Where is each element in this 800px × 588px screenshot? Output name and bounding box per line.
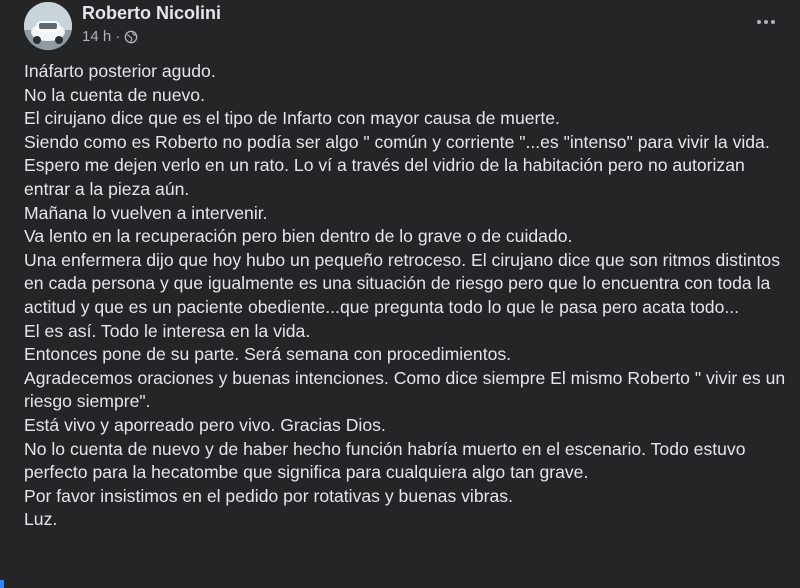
post-line: Entonces pone de su parte. Será semana con procedimientos. — [24, 344, 512, 365]
post-line: No la cuenta de nuevo. — [24, 84, 205, 105]
post-line: El cirujano dice que es el tipo de Infarto con mayor causa de muerte. — [24, 108, 560, 129]
dot — [757, 20, 761, 24]
scroll-indicator — [0, 580, 4, 588]
post-timestamp[interactable]: 14 h — [82, 28, 112, 45]
post-line: El es así. Todo le interesa en la vida. — [24, 320, 311, 341]
avatar-image — [24, 2, 72, 50]
dot — [764, 20, 768, 24]
post-line: Espero me dejen verlo en un rato. Lo ví a través del vidrio de la habitación pero no autorizan entrar a la pieza aún. — [24, 155, 745, 199]
author-avatar[interactable] — [24, 2, 72, 50]
post-header — [24, 0, 784, 56]
post-line: Por favor insistimos en el pedido por rotativas y buenas vibras. — [24, 485, 513, 506]
post-line: Siendo como es Roberto no podía ser algo " común y corriente "...es "intenso" para vivir la vida. — [24, 131, 770, 152]
more-options-icon[interactable] — [748, 10, 784, 34]
post-meta — [82, 28, 138, 45]
post-line: Luz. — [24, 509, 58, 530]
post-line: Va lento en la recuperación pero bien dentro de lo grave o de cuidado. — [24, 226, 573, 247]
globe-icon[interactable] — [124, 30, 138, 44]
post-text — [24, 60, 792, 532]
post-line: No lo cuenta de nuevo y de haber hecho función habría muerto en el escenario. Todo estuvo perfecto para la hecatombe que significa para cualquiera algo tan grave. — [24, 438, 746, 483]
post-line: Ináfarto posterior agudo. — [24, 61, 216, 81]
post-line: Agradecemos oraciones y buenas intenciones. Como dice siempre El mismo Roberto " vivir es un riesgo siempre". — [24, 367, 786, 412]
dot — [771, 20, 775, 24]
meta-separator: · — [115, 28, 121, 45]
post-line: Mañana lo vuelven a intervenir. — [24, 202, 268, 223]
post-line: Una enfermera dijo que hoy hubo un pequeño retroceso. El cirujano dice que son ritmos distintos en cada persona y que igualmente es una situación de riesgo pero que lo encuentra con toda la actitud y que es un paciente obediente...que pregunta todo lo que le pasa pero acata todo... — [24, 249, 781, 317]
author-name[interactable]: Roberto Nicolini — [82, 3, 221, 23]
post-line: Está vivo y aporreado pero vivo. Gracias Dios. — [24, 414, 386, 435]
